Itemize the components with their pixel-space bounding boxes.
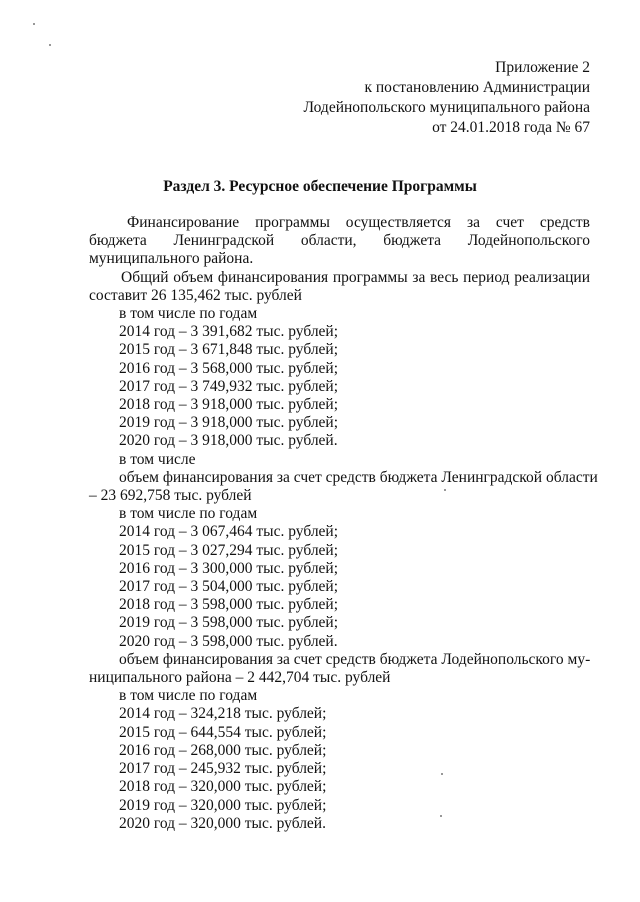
- municipal-year-2015: 2015 год – 644,554 тыс. рублей;: [119, 723, 327, 741]
- regional-year-2016: 2016 год – 3 300,000 тыс. рублей;: [119, 559, 339, 577]
- total-year-2015: 2015 год – 3 671,848 тыс. рублей;: [119, 341, 339, 359]
- regional-year-2014: 2014 год – 3 067,464 тыс. рублей;: [119, 523, 339, 541]
- total-including-label: в том числе: [119, 450, 196, 468]
- total-year-2016: 2016 год – 3 568,000 тыс. рублей;: [119, 359, 339, 377]
- municipal-year-2018: 2018 год – 320,000 тыс. рублей;: [119, 778, 327, 796]
- municipal-year-2016: 2016 год – 268,000 тыс. рублей;: [119, 741, 327, 759]
- appendix-number: Приложение 2: [495, 59, 590, 76]
- total-year-2017: 2017 год – 3 749,932 тыс. рублей;: [119, 377, 339, 395]
- intro-paragraph: Финансирование программы осуществляется за счет средств бюджета Ленинградской области, бюджета Лодейнопольского муниципального района.: [89, 214, 590, 268]
- section-title: Раздел 3. Ресурсное обеспечение Программы: [163, 178, 477, 195]
- municipal-year-2019: 2019 год – 320,000 тыс. рублей;: [119, 796, 327, 814]
- appendix-header: [304, 58, 591, 138]
- regional-year-2017: 2017 год – 3 504,000 тыс. рублей;: [119, 578, 339, 596]
- scan-speck: [440, 815, 442, 817]
- document-body: [89, 214, 598, 833]
- regional-year-2020: 2020 год – 3 598,000 тыс. рублей.: [119, 632, 338, 650]
- total-funding-paragraph: Общий объем финансирования программы за весь период реализации составит 26 135,462 тыс. рублей: [89, 268, 590, 304]
- regional-year-2019: 2019 год – 3 598,000 тыс. рублей;: [119, 614, 339, 632]
- municipal-year-2017: 2017 год – 245,932 тыс. рублей;: [119, 760, 327, 778]
- total-year-2014: 2014 год – 3 391,682 тыс. рублей;: [119, 323, 339, 341]
- total-year-2018: 2018 год – 3 918,000 тыс. рублей;: [119, 396, 339, 414]
- regional-year-2015: 2015 год – 3 027,294 тыс. рублей;: [119, 541, 339, 559]
- scan-speck: [444, 489, 446, 491]
- regional-funding-line2: – 23 692,758 тыс. рублей: [89, 487, 252, 505]
- scan-speck: [33, 23, 35, 25]
- scan-speck: [49, 44, 51, 46]
- regional-funding-line1: объем финансирования за счет средств бюджета Ленинградской области: [119, 468, 598, 486]
- appendix-date: от 24.01.2018 года № 67: [432, 119, 590, 136]
- appendix-district: Лодейнопольского муниципального района: [303, 99, 590, 116]
- regional-by-years-label: в том числе по годам: [119, 505, 258, 523]
- appendix-resolution-ref: к постановлению Администрации: [364, 79, 590, 96]
- scan-speck: [441, 773, 443, 775]
- regional-year-2018: 2018 год – 3 598,000 тыс. рублей;: [119, 596, 339, 614]
- municipal-by-years-label: в том числе по годам: [119, 687, 258, 705]
- total-by-years-label: в том числе по годам: [119, 305, 258, 323]
- municipal-year-2020: 2020 год – 320,000 тыс. рублей.: [119, 814, 326, 832]
- total-year-2020: 2020 год – 3 918,000 тыс. рублей.: [119, 432, 338, 450]
- municipal-year-2014: 2014 год – 324,218 тыс. рублей;: [119, 705, 327, 723]
- total-year-2019: 2019 год – 3 918,000 тыс. рублей;: [119, 414, 339, 432]
- municipal-funding-line2: ниципального района – 2 442,704 тыс. рублей: [89, 669, 391, 687]
- municipal-funding-line1: объем финансирования за счет средств бюджета Лодейнопольского му-: [119, 650, 591, 668]
